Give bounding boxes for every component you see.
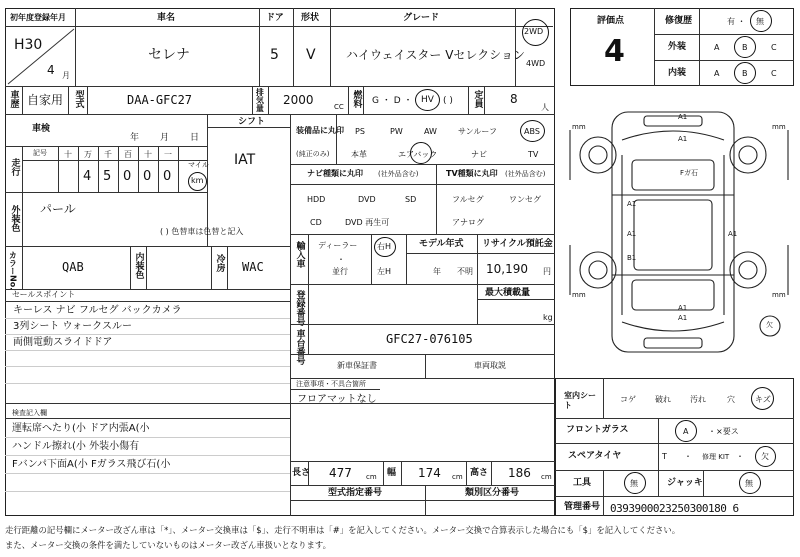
model-year-unknown: 不明 (457, 267, 473, 276)
mileage-note: 記号 (33, 149, 47, 157)
diag-mark-7: A1 (678, 304, 688, 312)
mileage-unit-3: 百 (124, 150, 132, 159)
model-label: 型式 (73, 90, 84, 108)
jack-selected: 無 (745, 479, 753, 488)
equip-sunroof: サンルーフ (458, 127, 497, 136)
mileage-unit-1: 万 (84, 150, 92, 159)
capacity-unit: 人 (541, 103, 549, 112)
footer-line-1: 走行距離の記号欄にメーター改ざん車は「*」、メーター交換車は「$」、走行不明車は「#」を記入してください。メーター交換で合算表示した場合にも「$」を記入してください。 (5, 525, 681, 535)
height-value: 186 (508, 466, 531, 480)
front-glass-selected: A (683, 427, 689, 436)
equip-ps: PS (355, 127, 365, 136)
first-reg-month: 4 (47, 63, 55, 77)
import-parallel: 並行 (332, 267, 348, 276)
color-label: 外装色 (9, 205, 20, 232)
diag-mm-3: mm (772, 291, 786, 299)
displacement-unit: CC (334, 103, 344, 111)
width-label: 幅 (387, 468, 397, 478)
import-dealer: ディーラー (318, 241, 358, 250)
inspector-line-0: 運転席へたり(小 ドア内張A(小 (12, 423, 150, 434)
navi-label: ナビ種類に丸印 (307, 169, 363, 178)
exterior-b: B (742, 43, 748, 52)
spare-kit: 修理 KIT (702, 453, 730, 461)
tv-fullseg: フルセグ (452, 195, 484, 204)
cabin-item-0: コゲ (620, 395, 636, 404)
height-label: 高さ (470, 468, 489, 478)
repair-label: 修復歴 (665, 16, 693, 26)
mileage-unit-2: 千 (104, 150, 112, 159)
fuel-paren: ( ) (443, 96, 453, 106)
class-number: 類別区分番号 (465, 488, 520, 498)
diag-mark-0: A1 (678, 113, 688, 121)
first-reg-month-unit: 月 (62, 71, 70, 80)
capacity-label: 定員 (472, 90, 483, 108)
car-name-value: セレナ (148, 47, 190, 63)
capacity-value: 8 (510, 92, 518, 106)
sales-points-label: セールスポイント (12, 290, 76, 299)
diag-mark-8: A1 (678, 314, 688, 322)
equip-abs: ABS (524, 127, 540, 136)
displacement-value: 2000 (283, 93, 314, 107)
management-label: 管理番号 (564, 502, 601, 512)
shape-value: V (306, 47, 316, 63)
import-right: 右H (377, 242, 392, 251)
notes-value: フロアマットなし (297, 394, 377, 405)
spare-sep2: ・ (736, 452, 744, 461)
fuel-options: G ・ D ・ (372, 96, 413, 106)
notes-label: 注意事項・不具合箇所 (296, 380, 366, 388)
spare-tire-label: スペアタイヤ (568, 451, 622, 461)
drive-2wd: 2WD (524, 27, 544, 36)
mileage-label: 走行 (9, 158, 20, 176)
diag-mark-4: B1 (627, 254, 637, 262)
equip-tv: TV (528, 150, 539, 159)
diag-mark-6: Fガ石 (680, 169, 699, 177)
inspector-line-1: ハンドル擦れ(小 外装小傷有 (12, 441, 140, 452)
ac-value: WAC (242, 260, 264, 274)
main-form (5, 8, 555, 516)
interior-a: A (714, 69, 720, 78)
color-value: パール (40, 202, 76, 216)
car-diagram (560, 100, 798, 378)
shift-label: シフト (238, 117, 266, 127)
inspection-year-unit: 年 (130, 133, 140, 143)
equip-aw: AW (424, 127, 437, 136)
eval-label: 評価点 (597, 16, 625, 26)
cabin-item-1: 破れ (655, 395, 671, 404)
sales-point-line-2: 両側電動スライドドア (13, 337, 113, 348)
recycle-value: 10,190 (486, 262, 528, 276)
color-no-label: カラーNo. (8, 251, 18, 291)
spare-t: T (662, 452, 667, 461)
exterior-c: C (771, 43, 777, 52)
drive-4wd: 4WD (526, 59, 546, 68)
chassis-value: GFC27-076105 (386, 332, 473, 346)
height-unit: cm (541, 473, 552, 481)
exterior-a: A (714, 43, 720, 52)
navi-cd: CD (310, 218, 322, 227)
equip-airbag: エアバック (398, 150, 438, 159)
diag-warn: 欠 (766, 321, 773, 329)
inspector-line-2: Fバンパ下面A(小 Fガラス飛び石(小 (12, 459, 171, 470)
new-guarantee: 新車保証書 (337, 361, 377, 370)
ac-label: 冷房 (214, 254, 225, 272)
import-left: 左H (377, 267, 392, 276)
use-value: 自家用 (27, 93, 64, 107)
max-load-label: 最大積載量 (485, 288, 531, 298)
inspection-day-unit: 日 (190, 133, 200, 143)
mileage-km: km (191, 176, 204, 185)
length-label: 長さ (292, 468, 311, 478)
tv-analog: アナログ (452, 218, 484, 227)
inspection-label: 車検 (32, 124, 51, 134)
car-name-header: 車名 (157, 13, 176, 23)
mileage-mile: マイル (188, 161, 209, 169)
cabin-selected: キズ (755, 395, 771, 404)
management-value: 0393900023250300180 6 (610, 502, 739, 515)
diag-mark-1: A1 (678, 135, 688, 143)
navi-dvd: DVD (358, 195, 376, 204)
exterior-label: 外装 (668, 42, 687, 52)
model-year-unit: 年 (433, 267, 441, 276)
chassis-label: 車台番号 (294, 329, 305, 365)
model-year-label: モデル年式 (419, 239, 464, 249)
registration-label: 登録番号 (294, 290, 305, 326)
length-value: 477 (329, 466, 352, 480)
shape-header: 形状 (301, 13, 320, 23)
equipment-sub: (純正のみ) (296, 150, 330, 158)
interior-color-label: 内装色 (133, 252, 144, 279)
footer-line-2: また、メーター交換の条件を満たしていないものはメーター改ざん車扱いとなります。 (5, 540, 331, 550)
equip-navi: ナビ (471, 150, 487, 159)
spare-sep: ・ (684, 452, 692, 461)
eval-value: 4 (604, 34, 625, 69)
sales-point-line-1: 3列シート ウォークスルー (13, 321, 133, 332)
interior-b: B (742, 69, 748, 78)
fuel-selected: HV (421, 95, 434, 105)
diag-mark-3: A1 (627, 230, 637, 238)
navi-sub: (社外品含む) (378, 170, 419, 178)
tools-selected: 無 (630, 479, 638, 488)
mileage-digit-0: 4 (83, 169, 92, 184)
mileage-digit-4: 0 (163, 169, 172, 184)
diag-mm-1: mm (772, 123, 786, 131)
fuel-label: 燃料 (351, 90, 362, 108)
navi-hdd: HDD (307, 195, 326, 204)
type-designation: 型式指定番号 (328, 488, 383, 498)
first-reg-year: H30 (14, 37, 43, 53)
inspector-label: 検査記入欄 (12, 409, 47, 417)
diag-mark-2: A1 (627, 200, 637, 208)
interior-label: 内装 (668, 68, 687, 78)
mileage-unit-5: 一 (164, 150, 172, 159)
front-glass-label: フロントガラス (566, 425, 629, 435)
displacement-label: 排気量 (255, 88, 265, 112)
shift-value: IAT (234, 152, 256, 168)
tv-oneseg: ワンセグ (509, 195, 541, 204)
manual: 車両取説 (474, 361, 506, 370)
equip-pw: PW (390, 127, 403, 136)
inspection-month-unit: 月 (160, 133, 170, 143)
width-unit: cm (452, 473, 463, 481)
width-value: 174 (418, 466, 441, 480)
diag-mm-2: mm (572, 291, 586, 299)
import-dot: ・ (337, 255, 345, 264)
repair-options: 有 ・ (727, 17, 746, 26)
grade-header: グレード (403, 13, 440, 23)
grade-value: ハイウェイスター Vセレクション (346, 48, 525, 62)
equipment-label: 装備品に丸印 (296, 126, 344, 135)
jack-label: ジャッキ (667, 478, 703, 488)
diag-mm-0: mm (572, 123, 586, 131)
tv-label: TV種類に丸印 (446, 169, 498, 178)
color-note: ( ) 色替車は色替と記入 (160, 227, 244, 236)
recycle-unit: 円 (543, 267, 551, 276)
max-load-unit: kg (543, 313, 553, 322)
spare-selected: 欠 (761, 452, 769, 461)
tools-label: 工具 (573, 478, 592, 488)
cabin-item-3: 穴 (727, 395, 735, 404)
doors-value: 5 (270, 47, 279, 63)
equip-leather: 本革 (351, 150, 367, 159)
cabin-item-2: 汚れ (690, 395, 706, 404)
cabin-sheet-label: 室内シート (564, 391, 596, 410)
mileage-digit-1: 5 (103, 169, 112, 184)
first-reg-header: 初年度登録年月 (10, 13, 66, 22)
mileage-unit-0: 十 (64, 150, 72, 159)
doors-header: ドア (266, 13, 284, 23)
mileage-digit-3: 0 (143, 169, 152, 184)
front-glass-other: ・×要ス (708, 427, 739, 436)
mileage-unit-4: 十 (144, 150, 152, 159)
recycle-label: リサイクル預託金 (482, 239, 553, 249)
sales-point-line-0: キーレス ナビ フルセグ バックカメラ (13, 305, 182, 316)
model-value: DAA-GFC27 (127, 93, 193, 107)
navi-sd: SD (405, 195, 417, 204)
use-label: 車歴 (8, 90, 19, 108)
repair-selected: 無 (756, 17, 764, 26)
diag-mark-5: A1 (728, 230, 738, 238)
navi-dvd-play: DVD 再生可 (345, 218, 390, 227)
import-label: 輸入車 (294, 241, 305, 268)
interior-c: C (771, 69, 777, 78)
mileage-digit-2: 0 (123, 169, 132, 184)
color-no-value: QAB (62, 260, 84, 274)
length-unit: cm (366, 473, 377, 481)
tv-sub: (社外品含む) (505, 170, 546, 178)
